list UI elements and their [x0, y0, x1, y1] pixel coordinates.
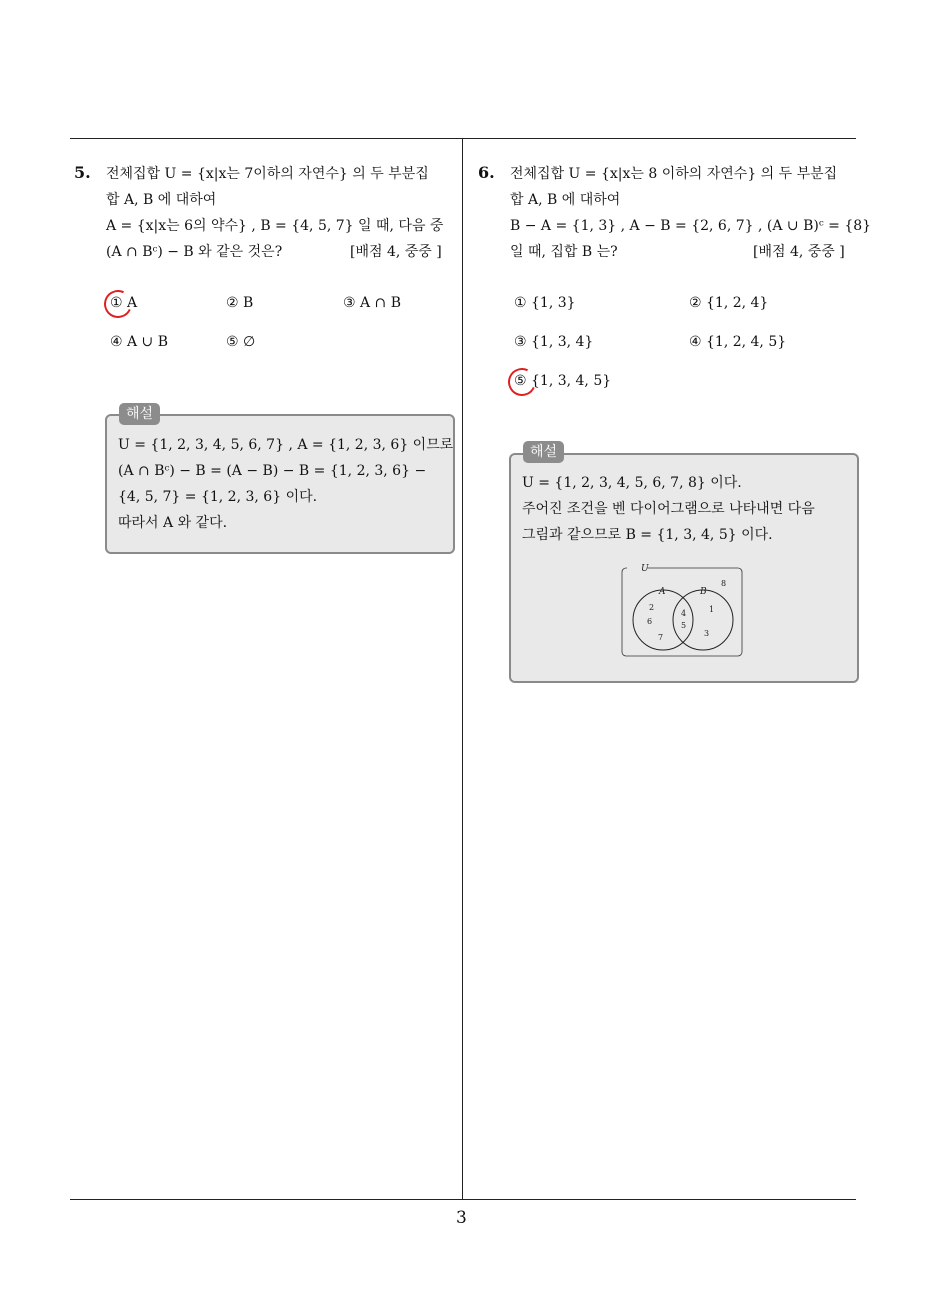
- solution-line: (A ∩ Bᶜ) − B = (A − B) − B = {1, 2, 3, 6} −: [118, 463, 427, 479]
- solution-line: U = {1, 2, 3, 4, 5, 6, 7, 8} 이다.: [522, 475, 742, 491]
- top-rule: [70, 138, 856, 139]
- solution-line: {4, 5, 7} = {1, 2, 3, 6} 이다.: [118, 489, 318, 505]
- bottom-rule: [70, 1199, 856, 1200]
- set-a-label: A: [659, 587, 666, 597]
- question-text-line: A = {x|x는 6의 약수} , B = {4, 5, 7} 일 때, 다음 중: [106, 218, 444, 234]
- choice-5[interactable]: ⑤ ∅: [226, 334, 256, 350]
- solution-line: 그림과 같으므로 B = {1, 3, 4, 5} 이다.: [522, 527, 773, 543]
- venn-element: 1: [709, 605, 715, 614]
- question-text-line: 일 때, 집합 B 는?: [510, 244, 618, 260]
- solution-line: 주어진 조건을 벤 다이어그램으로 나타내면 다음: [522, 501, 815, 517]
- question-number: 5.: [74, 163, 91, 182]
- choice-3[interactable]: ③ {1, 3, 4}: [514, 334, 594, 350]
- choice-1[interactable]: ① {1, 3}: [514, 295, 576, 311]
- venn-element: 5: [681, 621, 687, 630]
- set-b-label: B: [700, 587, 707, 597]
- score-label: [배점 4, 중중 ]: [350, 244, 442, 260]
- choice-2[interactable]: ② {1, 2, 4}: [689, 295, 769, 311]
- universe-label: U: [641, 564, 649, 574]
- question-text-line: 전체집합 U = {x|x는 8 이하의 자연수} 의 두 부분집: [510, 166, 838, 182]
- question-text-line: 전체집합 U = {x|x는 7이하의 자연수} 의 두 부분집: [106, 166, 429, 182]
- choice-5[interactable]: ⑤ {1, 3, 4, 5}: [514, 373, 612, 389]
- solution-tag: 해설: [523, 441, 564, 463]
- venn-diagram: [615, 560, 749, 660]
- question-text-line: B − A = {1, 3} , A − B = {2, 6, 7} , (A ∪ B)ᶜ = {8}: [510, 218, 872, 234]
- solution-line: U = {1, 2, 3, 4, 5, 6, 7} , A = {1, 2, 3, 6} 이므로: [118, 437, 454, 453]
- choice-1[interactable]: ① A: [110, 295, 138, 311]
- choice-4[interactable]: ④ {1, 2, 4, 5}: [689, 334, 787, 350]
- question-text-line: 합 A, B 에 대하여: [106, 192, 217, 208]
- venn-element: 6: [647, 617, 653, 626]
- venn-element: 8: [721, 579, 727, 588]
- choice-2[interactable]: ② B: [226, 295, 254, 311]
- venn-element: 7: [658, 633, 664, 642]
- venn-element: 3: [704, 629, 710, 638]
- question-number: 6.: [478, 163, 495, 182]
- venn-element: 2: [649, 603, 655, 612]
- solution-tag: 해설: [119, 403, 160, 425]
- column-divider: [462, 138, 463, 1200]
- venn-element: 4: [681, 609, 687, 618]
- set-b-circle: [673, 590, 733, 650]
- score-label: [배점 4, 중중 ]: [753, 244, 845, 260]
- question-text-line: 합 A, B 에 대하여: [510, 192, 621, 208]
- choice-4[interactable]: ④ A ∪ B: [110, 334, 169, 350]
- question-text-line: (A ∩ Bᶜ) − B 와 같은 것은?: [106, 244, 283, 260]
- choice-3[interactable]: ③ A ∩ B: [343, 295, 402, 311]
- page-number: 3: [456, 1208, 467, 1228]
- solution-line: 따라서 A 와 같다.: [118, 515, 228, 531]
